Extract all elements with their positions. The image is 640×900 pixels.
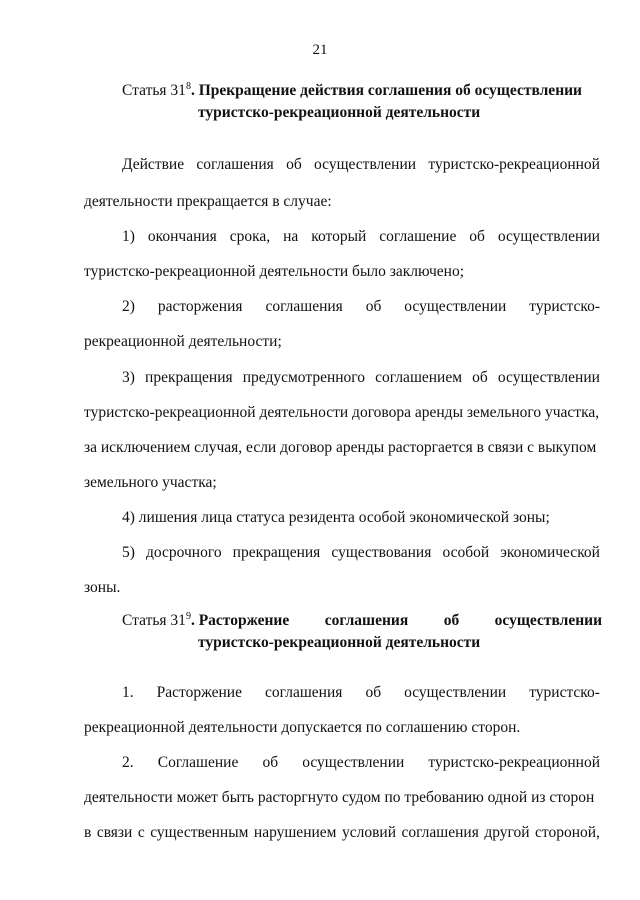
word: окончания xyxy=(147,228,217,245)
word: осуществлении xyxy=(404,684,507,701)
word: в xyxy=(84,824,92,841)
list-item-2 xyxy=(122,297,600,317)
article-label: Статья 31 xyxy=(122,612,186,629)
word: 2) xyxy=(122,298,135,315)
word: связи xyxy=(96,824,133,841)
word: который xyxy=(311,228,367,245)
word: туристско-рекреационной xyxy=(428,156,600,173)
paragraph-line: земельного участка; xyxy=(84,474,217,491)
paragraph-line: рекреационной деятельности; xyxy=(84,333,282,350)
list-item-4: 4) лишения лица статуса резидента особой экономической зоны; xyxy=(122,509,550,526)
paragraph-line: туристско-рекреационной деятельности было заключено; xyxy=(84,263,464,280)
word: туристско- xyxy=(529,298,600,315)
article-superscript: 8 xyxy=(185,80,191,92)
numbered-item-2 xyxy=(122,753,600,773)
word: об xyxy=(472,369,488,386)
article-title-word: об xyxy=(443,612,460,629)
word: туристско-рекреационной xyxy=(428,754,600,771)
word: срока, xyxy=(229,228,271,245)
word: осуществлении xyxy=(497,369,600,386)
word: об xyxy=(286,156,302,173)
word: условий xyxy=(341,824,396,841)
word: на xyxy=(283,228,299,245)
word: 1. xyxy=(122,684,134,701)
article-title-word: осуществлении xyxy=(494,612,602,629)
word: 5) xyxy=(122,544,135,561)
word: прекращения xyxy=(145,369,233,386)
article-title-word: . Расторжение xyxy=(190,612,290,629)
word: предусмотренного xyxy=(242,369,366,386)
word: 3) xyxy=(122,369,135,386)
word: Действие xyxy=(122,156,185,173)
article-31-9-heading xyxy=(122,610,602,654)
word: экономической xyxy=(500,544,600,561)
word: об xyxy=(365,684,382,701)
word: с xyxy=(137,824,145,841)
word: соглашение xyxy=(379,228,457,245)
word: другой xyxy=(484,824,530,841)
paragraph-line: деятельности прекращается в случае: xyxy=(84,193,332,210)
word: соглашением xyxy=(375,369,463,386)
word: соглашения xyxy=(196,156,274,173)
paragraph-line: рекреационной деятельности допускается по соглашению сторон. xyxy=(84,719,521,736)
word: Расторжение xyxy=(156,684,242,701)
word: осуществлении xyxy=(302,754,405,771)
word: существования xyxy=(331,544,432,561)
word: туристско- xyxy=(529,684,600,701)
word: прекращения xyxy=(232,544,321,561)
word: осуществлении xyxy=(497,228,600,245)
word: осуществлении xyxy=(314,156,417,173)
paragraph-line: зоны. xyxy=(84,579,121,596)
word: особой xyxy=(442,544,490,561)
word: соглашения xyxy=(265,298,343,315)
word: нарушением xyxy=(253,824,337,841)
paragraph-line: туристско-рекреационной деятельности договора аренды земельного участка, xyxy=(84,404,600,421)
article-title-word: соглашения xyxy=(324,612,409,629)
paragraph-line xyxy=(84,823,600,843)
word: об xyxy=(365,298,382,315)
article-title-line1: . Прекращение действия соглашения об осуществлении xyxy=(190,82,582,99)
word: стороной, xyxy=(535,824,600,841)
paragraph-line xyxy=(122,155,600,175)
word: соглашения xyxy=(265,684,343,701)
article-title-line2: туристско-рекреационной деятельности xyxy=(198,104,481,121)
article-31-8-heading xyxy=(122,80,602,124)
paragraph-line: за исключением случая, если договор аренды расторгается в связи с выкупом xyxy=(84,439,597,456)
article-title-line2: туристско-рекреационной деятельности xyxy=(198,634,481,651)
article-label: Статья 31 xyxy=(122,82,186,99)
word: об xyxy=(262,754,279,771)
word: об xyxy=(469,228,485,245)
list-item-5 xyxy=(122,543,600,563)
list-item-3 xyxy=(122,368,600,388)
word: соглашения xyxy=(401,824,479,841)
page-number: 21 xyxy=(312,42,328,58)
article-superscript: 9 xyxy=(185,610,191,622)
word: 1) xyxy=(122,228,135,245)
word: расторжения xyxy=(157,298,243,315)
word: осуществлении xyxy=(404,298,507,315)
paragraph-line: деятельности может быть расторгнуто судом по требованию одной из сторон xyxy=(84,789,595,806)
numbered-item-1 xyxy=(122,683,600,703)
word: 2. xyxy=(122,754,134,771)
word: Соглашение xyxy=(157,754,239,771)
list-item-1 xyxy=(122,227,600,247)
word: досрочного xyxy=(146,544,222,561)
word: существенным xyxy=(150,824,249,841)
